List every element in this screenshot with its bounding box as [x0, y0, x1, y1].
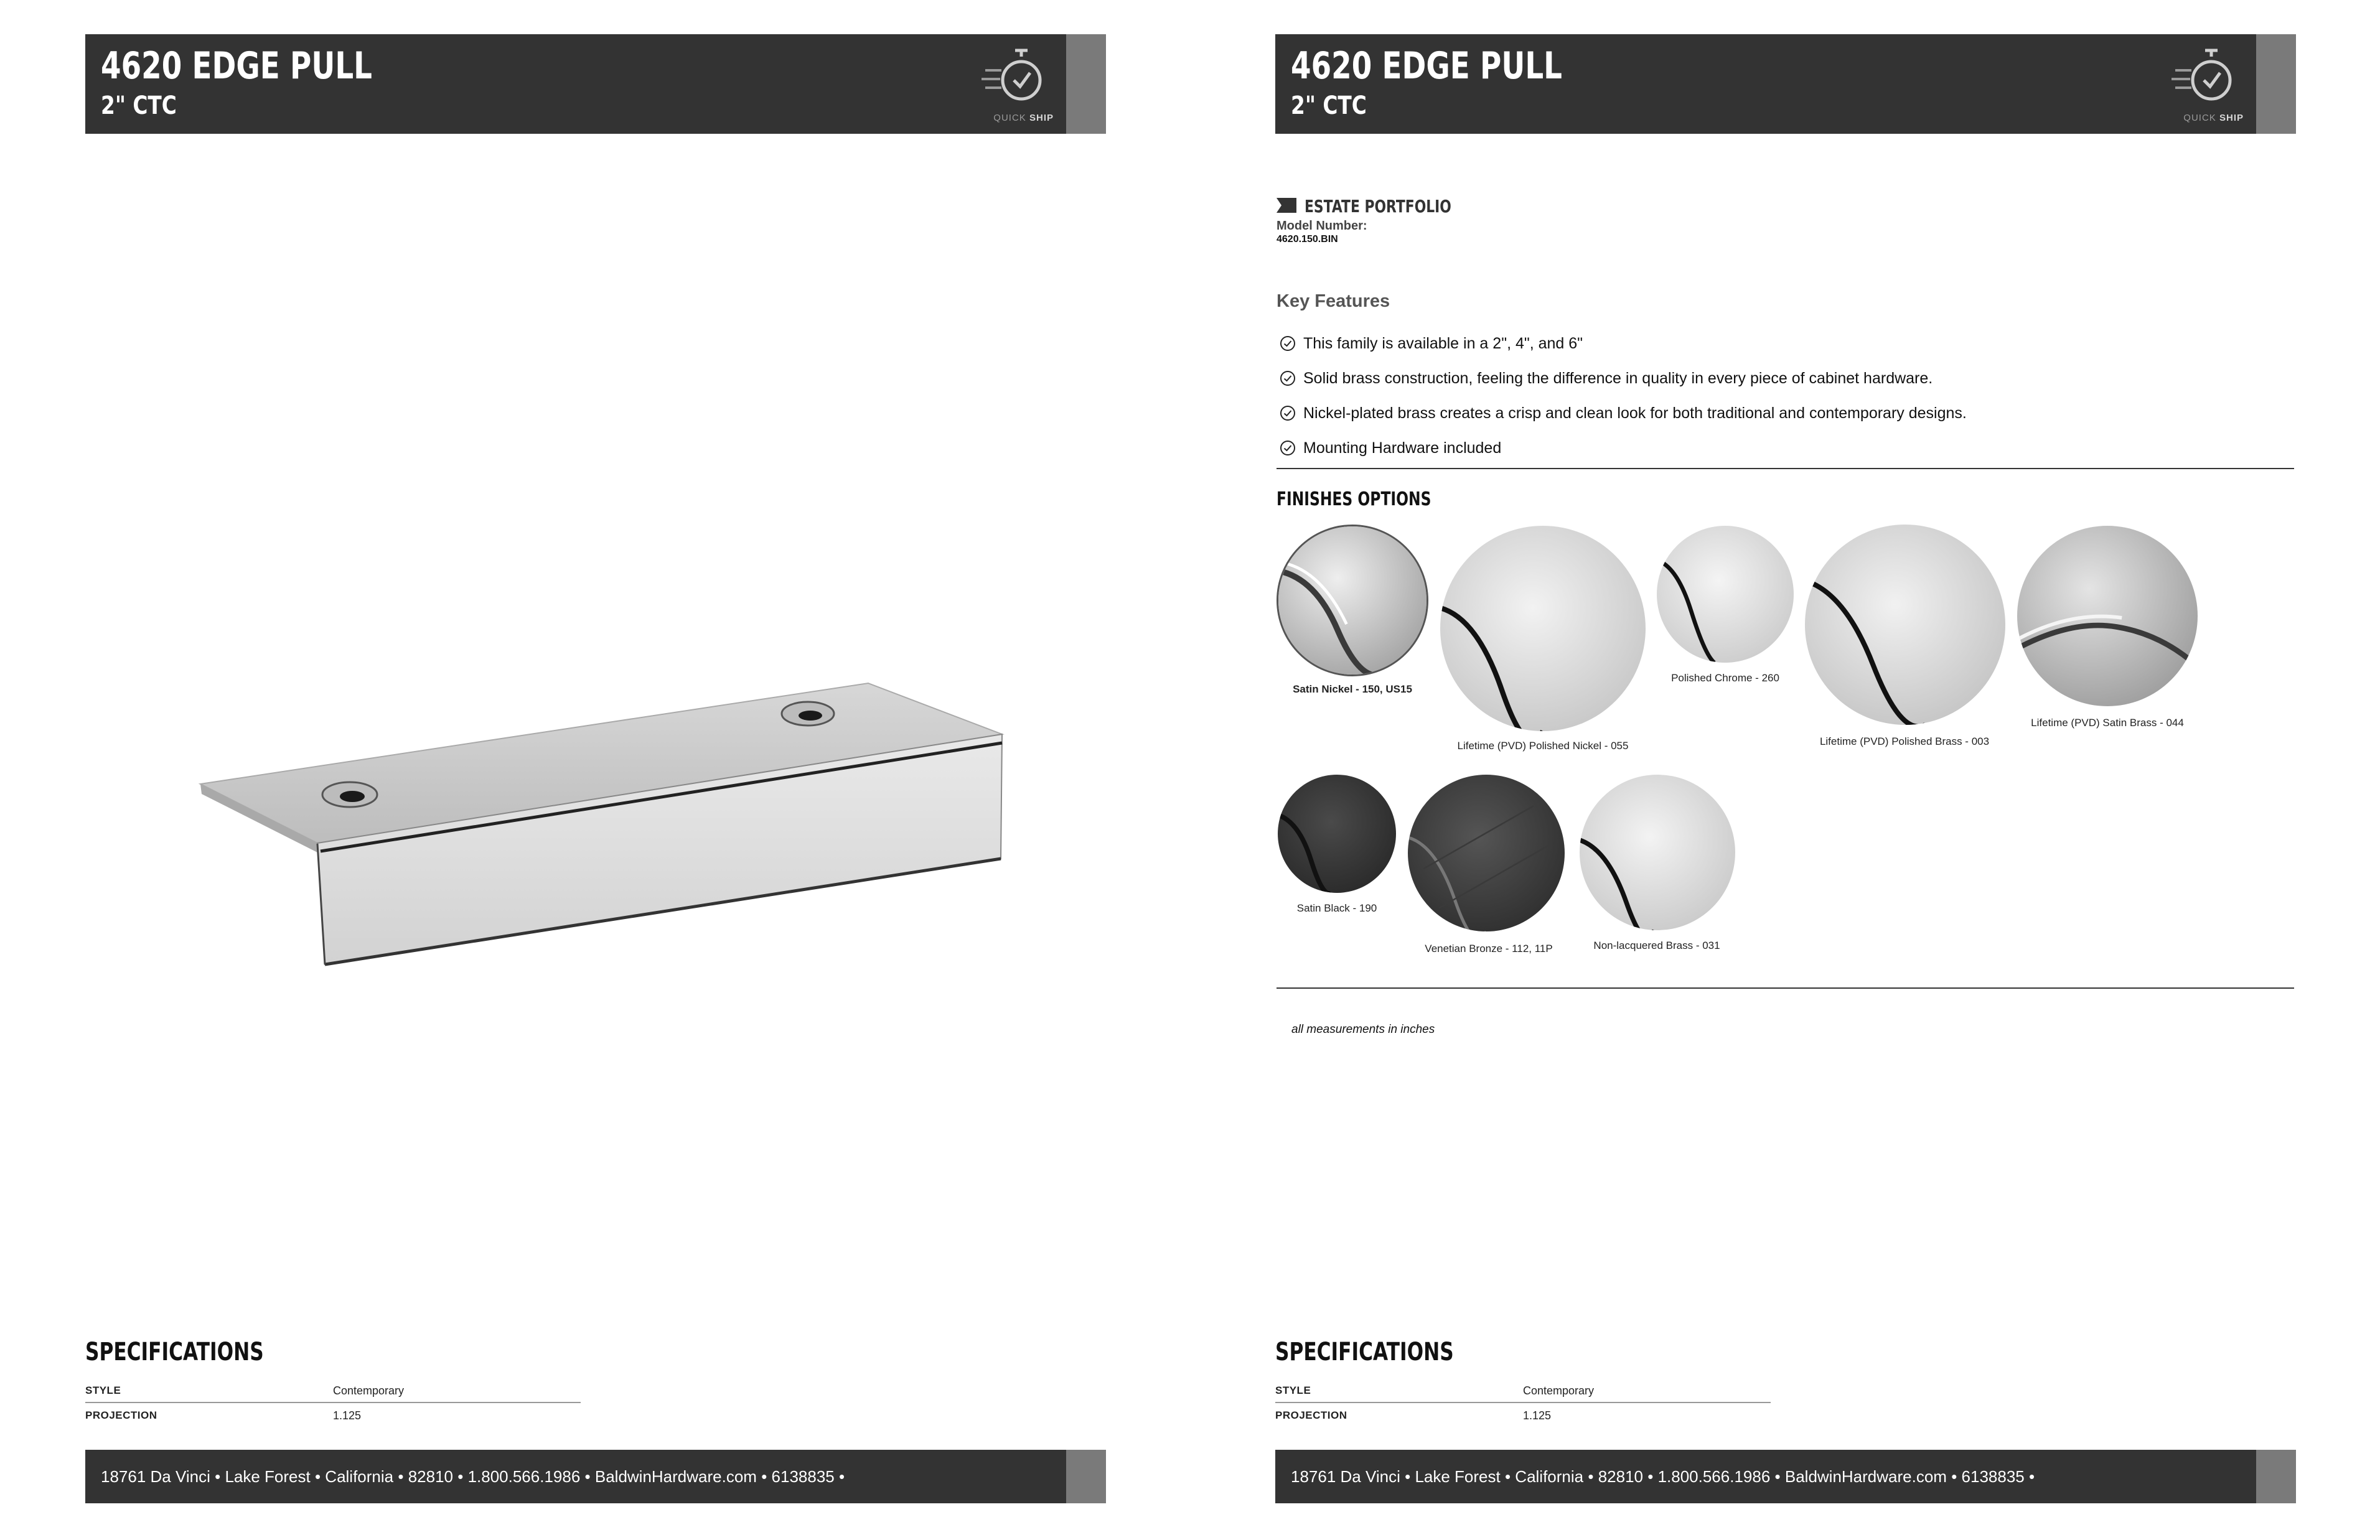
finish-swatch-venetian-bronze [1408, 775, 1565, 931]
finish-label: Lifetime (PVD) Polished Brass - 003 [1819, 735, 1990, 747]
finish-label: Lifetime (PVD) Polished Nickel - 055 [1457, 740, 1629, 752]
spec-value: 1.125 [333, 1409, 362, 1422]
check-circle-icon [1280, 370, 1296, 386]
edge-pull-product-image [187, 672, 1021, 983]
spec-key: STYLE [1275, 1384, 1311, 1396]
spec-key: STYLE [85, 1384, 121, 1396]
feature-item: This family is available in a 2", 4", and 6" [1280, 326, 1967, 361]
measurement-note: all measurements in inches [1291, 1023, 1435, 1036]
quick-ship-label: QUICK SHIP [993, 113, 1054, 123]
footer-tab [1066, 1450, 1106, 1503]
finish-label: Non-lacquered Brass - 031 [1593, 940, 1720, 951]
product-subtitle: 2" CTC [101, 91, 177, 120]
product-title: 4620 EDGE PULL [101, 44, 372, 88]
finish-label: Lifetime (PVD) Satin Brass - 044 [2031, 717, 2184, 729]
finish-swatch-polished-brass [1805, 525, 2005, 725]
specifications-title: SPECIFICATIONS [85, 1338, 264, 1366]
footer-bar [1275, 1450, 2296, 1503]
product-subtitle: 2" CTC [1291, 91, 1367, 120]
section-divider [1277, 987, 2294, 989]
finishes-title: FINISHES OPTIONS [1277, 488, 1431, 510]
stopwatch-icon [2170, 44, 2239, 113]
spec-value: 1.125 [1523, 1409, 1552, 1422]
portfolio-name: ESTATE PORTFOLIO [1305, 196, 1451, 217]
finish-label: Venetian Bronze - 112, 11P [1425, 943, 1553, 954]
finish-label: Polished Chrome - 260 [1671, 672, 1779, 684]
spec-key: PROJECTION [1275, 1409, 1347, 1421]
finish-swatch-polished-chrome [1657, 526, 1794, 663]
finish-label: Satin Black - 190 [1296, 902, 1377, 914]
key-features-list [1280, 326, 1967, 465]
spec-row-projection [85, 1403, 581, 1428]
flag-icon [1277, 198, 1296, 213]
footer-address: 18761 Da Vinci• Lake Forest• California• 82810• 1.800.566.1986• BaldwinHardware.com• 6138835 • [101, 1467, 845, 1486]
product-title: 4620 EDGE PULL [1291, 44, 1562, 88]
specifications-title: SPECIFICATIONS [1275, 1338, 1454, 1366]
feature-item: Solid brass construction, feeling the difference in quality in every piece of cabinet hardware. [1280, 361, 1967, 396]
feature-item: Mounting Hardware included [1280, 431, 1967, 465]
key-features-title: Key Features [1277, 291, 1390, 311]
right-page [1190, 0, 2380, 1540]
spec-value: Contemporary [333, 1384, 405, 1397]
spec-row-style [1275, 1378, 1771, 1403]
model-number-label: Model Number: [1277, 219, 1367, 233]
check-circle-icon [1280, 440, 1296, 456]
spec-row-style [85, 1378, 581, 1403]
footer-bar [85, 1450, 1106, 1503]
stopwatch-icon [980, 44, 1049, 113]
header-bar [85, 34, 1106, 134]
finish-swatch-polished-nickel [1440, 526, 1646, 731]
check-circle-icon [1280, 405, 1296, 421]
header-tab [2256, 34, 2296, 134]
finish-swatch-satin-nickel [1277, 525, 1428, 676]
header-bar [1275, 34, 2296, 134]
spec-key: PROJECTION [85, 1409, 157, 1421]
section-divider [1277, 468, 2294, 469]
check-circle-icon [1280, 335, 1296, 352]
finish-swatch-non-lacquered-brass [1580, 775, 1735, 930]
quick-ship-label: QUICK SHIP [2183, 113, 2244, 123]
spec-value: Contemporary [1523, 1384, 1595, 1397]
header-tab [1066, 34, 1106, 134]
feature-item: Nickel-plated brass creates a crisp and clean look for both traditional and contemporary designs. [1280, 396, 1967, 431]
footer-address: 18761 Da Vinci• Lake Forest• California• 82810• 1.800.566.1986• BaldwinHardware.com• 6138835 • [1291, 1467, 2035, 1486]
model-number-value: 4620.150.BIN [1277, 234, 1338, 245]
finish-label: Satin Nickel - 150, US15 [1293, 683, 1412, 695]
footer-tab [2256, 1450, 2296, 1503]
finish-swatch-satin-brass [2017, 526, 2198, 706]
finish-swatch-satin-black [1278, 775, 1396, 893]
spec-row-projection [1275, 1403, 1771, 1428]
